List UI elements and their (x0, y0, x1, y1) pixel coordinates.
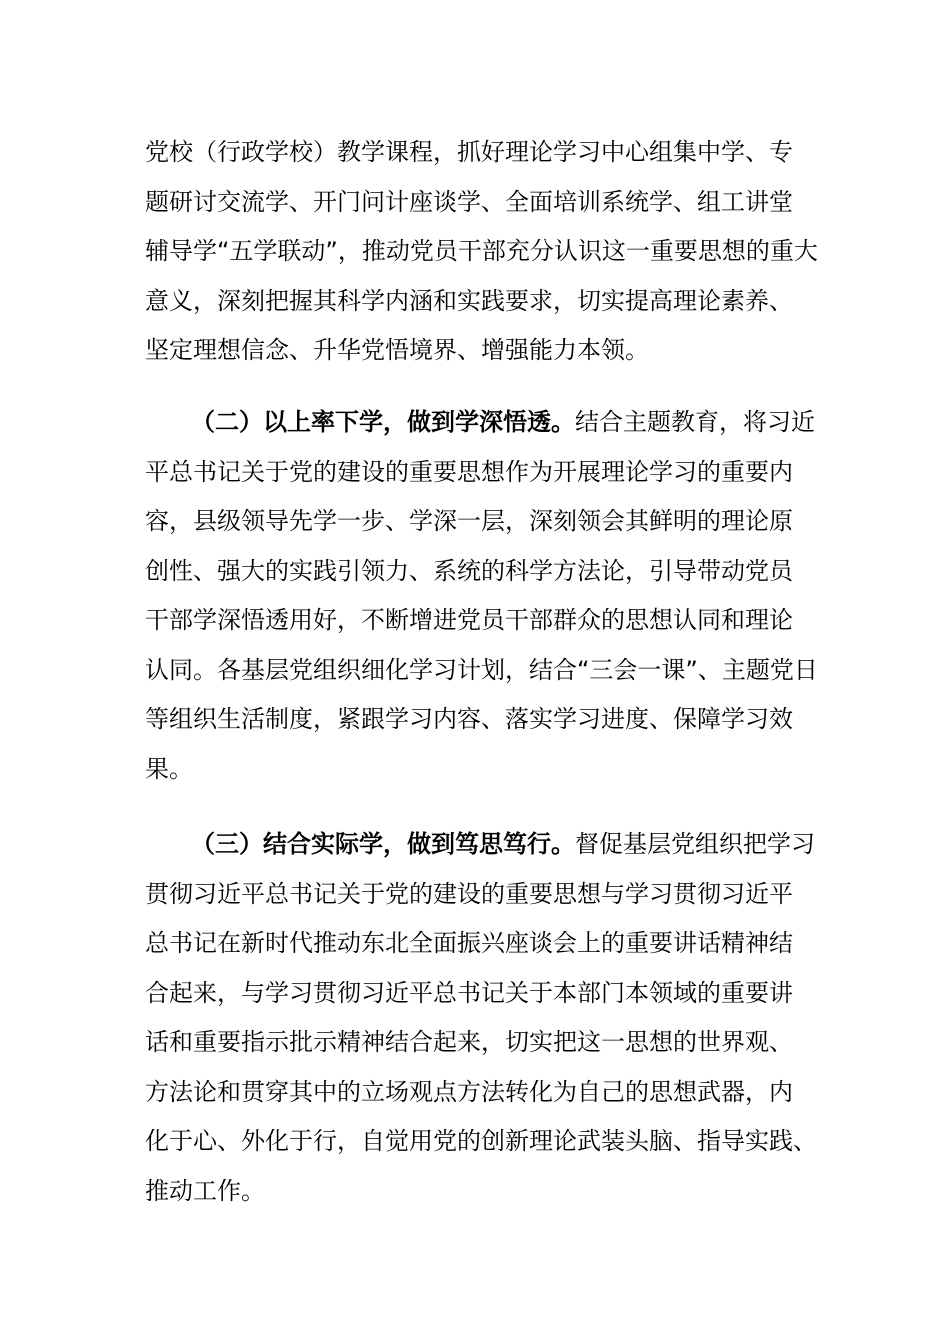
paragraph-line: 干部学深悟透用好，不断增进党员干部群众的思想认同和理论 (145, 606, 793, 634)
paragraph-line: 创性、强大的实践引领力、系统的科学方法论，引导带动党员 (145, 556, 793, 585)
paragraph-line: 容，县级领导先学一步、学深一层，深刻领会其鲜明的理论原 (145, 507, 793, 535)
paragraph-line: 贯彻习近平总书记关于党的建设的重要思想与学习贯彻习近平 (145, 879, 793, 908)
paragraph-line: 果。 (145, 754, 193, 783)
paragraph-first-line (145, 820, 815, 870)
paragraph-line: 坚定理想信念、升华党悟境界、增强能力本领。 (145, 336, 649, 364)
paragraph-line: 党校（行政学校）教学课程，抓好理论学习中心组集中学、专 (145, 138, 793, 166)
paragraph-line: 总书记在新时代推动东北全面振兴座谈会上的重要讲话精神结 (145, 929, 793, 957)
paragraph-line: 题研讨交流学、开门问计座谈学、全面培训系统学、组工讲堂 (145, 187, 793, 216)
paragraph-line: 意义，深刻把握其科学内涵和实践要求，切实提高理论素养、 (145, 286, 793, 315)
paragraph-line: 合起来，与学习贯彻习近平总书记关于本部门本领域的重要讲 (145, 978, 793, 1007)
paragraph-first-line (145, 398, 815, 448)
paragraph-line: 平总书记关于党的建设的重要思想作为开展理论学习的重要内 (145, 457, 793, 486)
paragraph-line: 等组织生活制度，紧跟学习内容、落实学习进度、保障学习效 (145, 705, 793, 733)
paragraph-text: 结合主题教育，将习近 (575, 408, 815, 436)
paragraph-line: 方法论和贯穿其中的立场观点方法转化为自己的思想武器，内 (145, 1077, 793, 1106)
section-heading: （二）以上率下学，做到学深悟透。 (191, 408, 575, 436)
section-heading: （三）结合实际学，做到笃思笃行。 (191, 830, 575, 858)
paragraph-line: 辅导学“五学联动”，推动党员干部充分认识这一重要思想的重大 (145, 237, 818, 265)
paragraph-line: 化于心、外化于行，自觉用党的创新理论武装头脑、指导实践、 (145, 1127, 817, 1155)
paragraph-line: 认同。各基层党组织细化学习计划，结合“三会一课”、主题党日 (145, 655, 818, 684)
paragraph-1 (145, 128, 818, 376)
paragraph-3 (145, 820, 817, 1216)
paragraph-line: 话和重要指示批示精神结合起来，切实把这一思想的世界观、 (145, 1028, 793, 1056)
paragraph-line: 推动工作。 (145, 1176, 265, 1205)
paragraph-text: 督促基层党组织把学习 (575, 830, 815, 858)
paragraph-2 (145, 398, 818, 794)
